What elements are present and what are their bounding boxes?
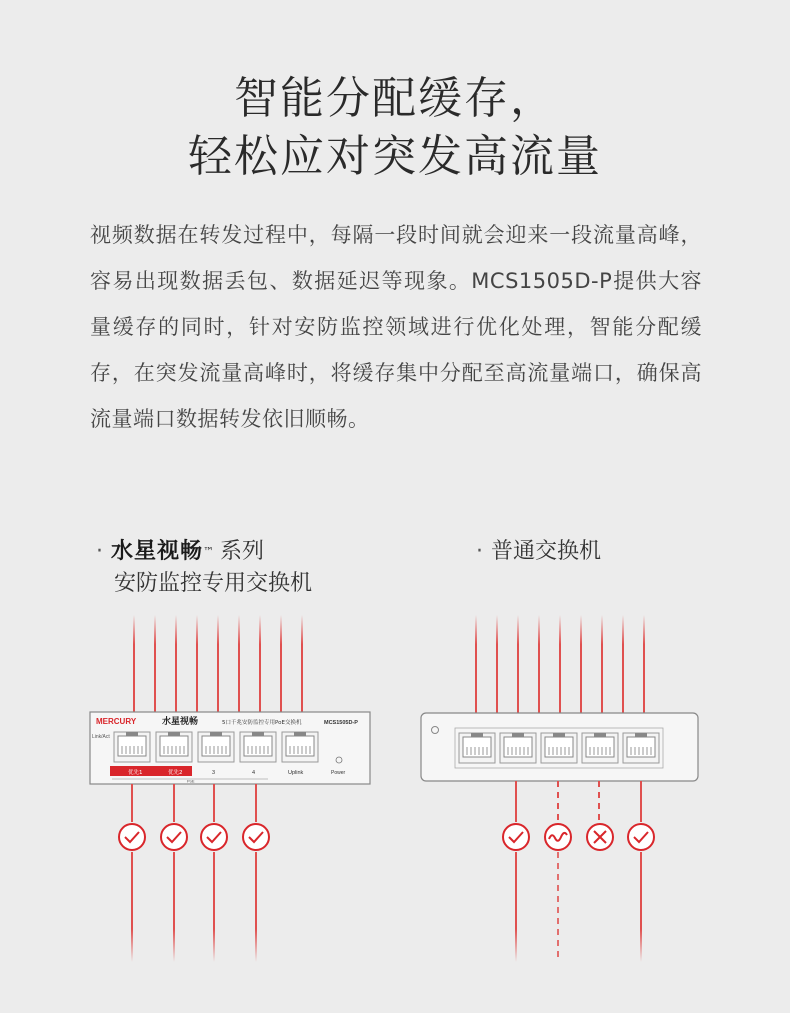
check-icon: [628, 824, 654, 850]
normal-outgoing: [503, 781, 654, 962]
check-icon: [503, 824, 529, 850]
normal-port-2: [500, 733, 536, 763]
headline: [0, 70, 790, 186]
port-label-uplink: Uplink: [288, 770, 304, 776]
normal-port-3: [541, 733, 577, 763]
port-label-2: 优先2: [168, 770, 183, 776]
mercury-port-3: [198, 732, 234, 762]
normal-port-5: [623, 733, 659, 763]
left-brand: 水星视畅: [111, 539, 204, 564]
mercury-logo: MERCURY: [96, 717, 137, 726]
normal-switch: [421, 713, 698, 781]
right-column-title: [476, 536, 601, 568]
mercury-brand-label: 水星视畅: [162, 717, 199, 727]
check-icon: [201, 824, 227, 850]
mercury-outgoing: [119, 784, 269, 962]
check-icon: [243, 824, 269, 850]
normal-incoming-lines: [475, 615, 645, 713]
comparison-diagram: [0, 600, 790, 1013]
fail-icon: [587, 824, 613, 850]
mercury-switch: [90, 712, 370, 784]
mercury-port-4: [240, 732, 276, 762]
mercury-description: 5口千兆安防监控专用PoE交换机: [222, 720, 302, 726]
left-bullet: ·: [96, 539, 103, 564]
left-column-title: [96, 536, 312, 600]
port-label-1: 优先1: [128, 770, 143, 776]
trademark: ™: [203, 545, 215, 558]
normal-port-1: [459, 733, 495, 763]
mercury-port-1: [114, 732, 150, 762]
power-label: Power: [331, 770, 346, 776]
check-icon: [119, 824, 145, 850]
port-label-3: 3: [212, 770, 216, 776]
body-paragraph: 视频数据在转发过程中，每隔一段时间就会迎来一段流量高峰，容易出现数据丢包、数据延迟等现象。MCS1505D-P提供大容量缓存的同时，针对安防监控领域进行优化处理，智能分配缓存，在突发流量高峰时，将缓存集中分配至高流量端口，确保高流量端口数据转发依旧顺畅。: [90, 223, 702, 431]
normal-port-4: [582, 733, 618, 763]
poe-label: PoE: [187, 778, 195, 784]
delay-icon: [545, 824, 571, 850]
link-act-label: Link/Act: [92, 734, 110, 740]
mercury-port-uplink: [282, 732, 318, 762]
headline-line-2: 轻松应对突发高流量: [188, 131, 602, 182]
port-label-4: 4: [252, 770, 256, 776]
check-icon: [161, 824, 187, 850]
mercury-model: MCS1505D-P: [324, 720, 358, 726]
left-series: 系列: [220, 539, 265, 564]
right-bullet: ·: [476, 539, 483, 564]
right-title: 普通交换机: [491, 539, 602, 564]
headline-line-1: 智能分配缓存，: [234, 73, 556, 124]
mercury-incoming-lines: [133, 615, 303, 713]
left-subtitle: 安防监控专用交换机: [114, 571, 313, 596]
mercury-port-2: [156, 732, 192, 762]
